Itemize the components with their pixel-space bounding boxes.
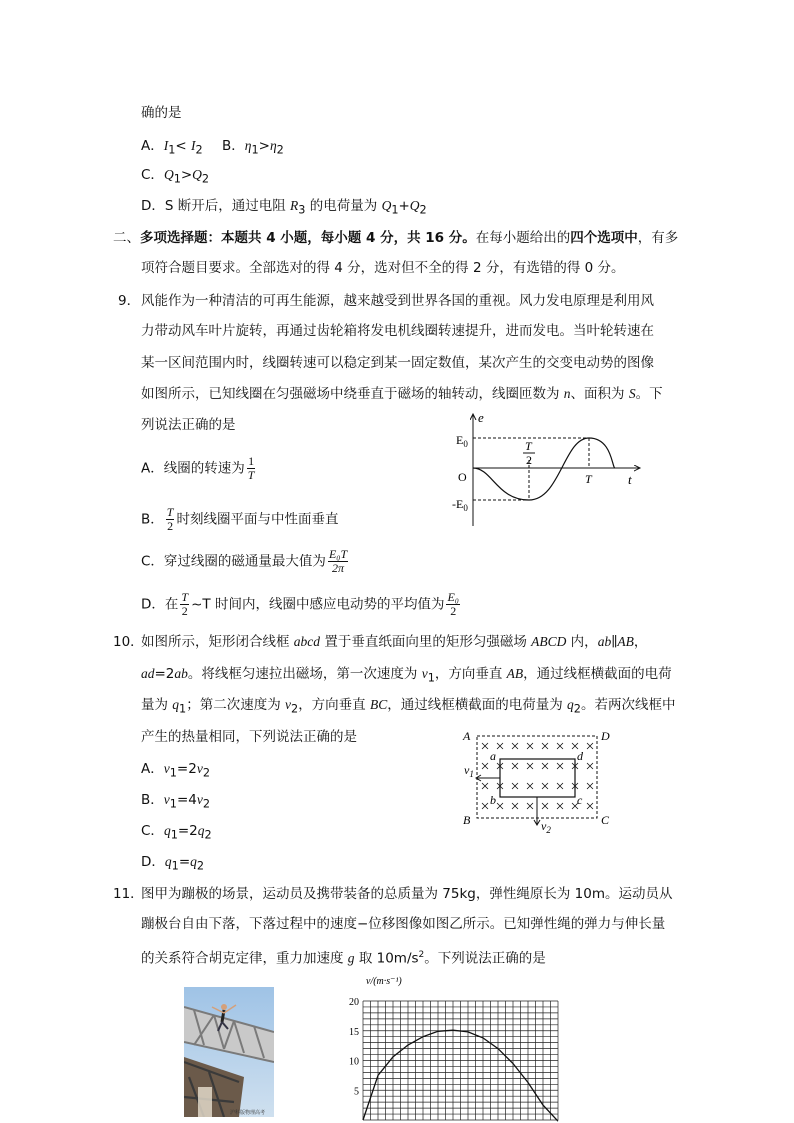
q8-option-c[interactable]: C．$Q_1>Q_2$	[141, 167, 210, 186]
v1-label: $v_1$	[464, 763, 474, 779]
field-x-mark	[482, 743, 488, 749]
coil-frame	[500, 759, 575, 797]
q8-stem-end: 确的是	[141, 105, 182, 121]
field-x-mark	[542, 803, 548, 809]
corner-d: d	[577, 749, 583, 763]
section2-header-line2: 项符合题目要求。全部选对的得 4 分，选对但不全的得 2 分，有选错的得 0 分。	[141, 260, 625, 276]
half-t-den: 2	[526, 453, 532, 467]
corner-C: C	[601, 813, 610, 827]
q10-option-b[interactable]: B．$v_1=4v_2$	[141, 792, 211, 811]
q11-vx-chart	[338, 970, 568, 1123]
field-x-mark	[527, 783, 533, 789]
photo-watermark: 沪科版物理高考	[230, 1111, 266, 1116]
field-x-mark	[512, 763, 518, 769]
field-x-mark	[557, 803, 563, 809]
q9-line5: 列说法正确的是	[141, 417, 236, 433]
field-x-mark	[497, 743, 503, 749]
corner-c: c	[577, 793, 583, 807]
field-x-mark	[587, 743, 593, 749]
q10-line2: ad=2ab。将线框匀速拉出磁场，第一次速度为 $v_1$，方向垂直 AB，通过线框横截面的电荷	[141, 666, 672, 685]
q9-option-d[interactable]: D．在 $\frac{T}{2}$ ~T 时间内，线圈中感应电动势的平均值为 $\frac{\text{E₀}}{2}$	[141, 590, 459, 618]
v2-label: $v_2$	[541, 819, 551, 835]
emf-curve	[473, 438, 615, 500]
field-x-mark	[527, 743, 533, 749]
field-x-mark	[512, 743, 518, 749]
field-x-mark	[482, 803, 488, 809]
q11-number: 11．	[113, 886, 144, 902]
q9-option-a[interactable]: A．线圈的转速为 $\frac{1}{T}$	[141, 454, 255, 482]
t-axis-label: t	[628, 472, 632, 487]
field-x-mark	[527, 803, 533, 809]
q8-option-d[interactable]: D．S 断开后，通过电阻 $R_3$ 的电荷量为 $Q_1+Q_2$	[141, 198, 427, 217]
half-t-num: T	[525, 439, 532, 453]
corner-D: D	[601, 729, 610, 743]
q9-line3: 某一区间范围内时，线圈转速可以稳定到某一固定数值，某次产生的交变电动势的图像	[141, 355, 654, 371]
neg-e0-label: $-E_0$	[452, 497, 468, 513]
ytick-label: 15	[349, 1026, 359, 1038]
q11-line3: 的关系符合胡克定律，重力加速度 g 取 $10m/s^2$。下列说法正确的是	[141, 950, 546, 967]
q8-option-b[interactable]: B．$\eta_1>\eta_2$	[222, 138, 284, 157]
field-x-mark	[482, 783, 488, 789]
q9-number: 9．	[118, 293, 141, 309]
q9-line2: 力带动风车叶片旋转，再通过齿轮箱将发电机线圈转速提升，进而发电。当叶轮转速在	[141, 323, 654, 339]
e0-label: $E_0$	[456, 433, 468, 449]
chart-ylabel: v/(m·s⁻¹)	[366, 976, 402, 987]
field-x-mark	[527, 763, 533, 769]
field-x-mark	[587, 803, 593, 809]
bungee-scene-image	[184, 987, 274, 1117]
field-x-mark	[542, 743, 548, 749]
field-x-mark	[587, 763, 593, 769]
q9-option-b[interactable]: B． $\frac{T}{2}$ 时刻线圈平面与中性面垂直	[141, 505, 339, 533]
section2-header: 二、多项选择题：本题共 4 小题，每小题 4 分，共 16 分。在每小题给出的四个选项中，有多	[113, 230, 679, 246]
q10-line3: 量为 $q_1$；第二次速度为 $v_2$，方向垂直 BC，通过线框横截面的电荷量为 $q_2$。若两次线框中	[141, 697, 676, 716]
origin-label: O	[458, 470, 467, 484]
q10-option-c[interactable]: C．$q_1=2q_2$	[141, 823, 212, 842]
q10-number: 10．	[113, 634, 144, 650]
e-label: e	[478, 410, 484, 425]
corner-b: b	[490, 793, 496, 807]
q10-line1: 如图所示，矩形闭合线框 abcd 置于垂直纸面向里的矩形匀强磁场 ABCD 内，ab∥AB，	[141, 634, 648, 650]
q8-option-a[interactable]: A．$I_1< I_2$	[141, 138, 203, 157]
corner-a: a	[490, 749, 496, 763]
q10-option-d[interactable]: D．$q_1=q_2$	[141, 854, 205, 873]
field-x-mark	[587, 783, 593, 789]
field-x-mark	[557, 763, 563, 769]
ytick-label: 10	[349, 1056, 359, 1068]
q9-emf-graph	[452, 408, 652, 528]
field-x-mark	[482, 763, 488, 769]
chart-yticks	[349, 997, 359, 1097]
ytick-label: 20	[349, 997, 359, 1008]
chart-grid	[363, 1001, 558, 1120]
q9-line4: 如图所示，已知线圈在匀强磁场中绕垂直于磁场的轴转动，线圈匝数为 n、面积为 S。下	[141, 386, 663, 402]
q11-bungee-photo	[184, 987, 274, 1117]
field-x-mark	[542, 783, 548, 789]
field-x-mark	[512, 803, 518, 809]
field-x-mark	[557, 783, 563, 789]
q9-option-c[interactable]: C．穿过线圈的磁通量最大值为 $\frac{\text{E₀T}}{2\pi}$	[141, 547, 348, 575]
q10-field-figure	[455, 726, 620, 838]
t-period-label: T	[585, 472, 592, 486]
field-x-mark	[542, 763, 548, 769]
corner-B: B	[463, 813, 471, 827]
q10-line4: 产生的热量相同，下列说法正确的是	[141, 729, 357, 745]
q9-line1: 风能作为一种清洁的可再生能源，越来越受到世界各国的重视。风力发电原理是利用风	[141, 293, 654, 309]
ytick-label: 5	[354, 1086, 359, 1098]
q11-line2: 蹦极台自由下落，下落过程中的速度−位移图像如图乙所示。已知弹性绳的弹力与伸长量	[141, 916, 666, 932]
field-x-mark	[497, 803, 503, 809]
corner-A: A	[463, 729, 471, 743]
field-x-mark	[557, 743, 563, 749]
q11-line1: 图甲为蹦极的场景，运动员及携带装备的总质量为 75kg，弹性绳原长为 10m。运动员从	[141, 886, 673, 902]
q10-option-a[interactable]: A．$v_1=2v_2$	[141, 761, 210, 780]
field-x-mark	[512, 783, 518, 789]
